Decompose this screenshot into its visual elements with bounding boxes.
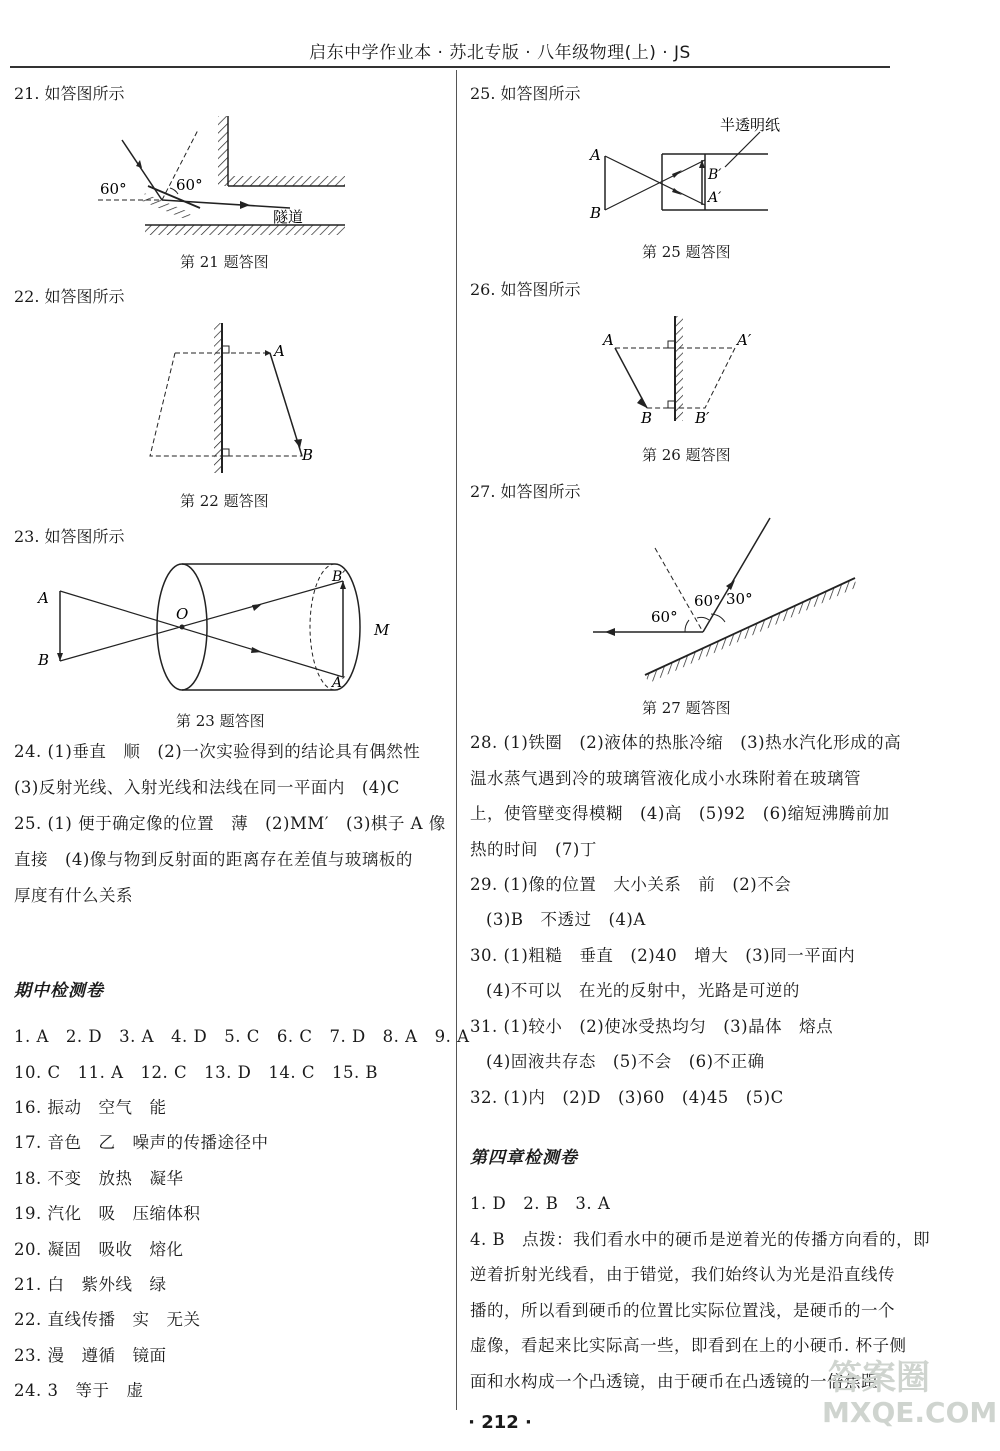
midterm-line: 16. 振动 空气 能 — [14, 1098, 167, 1117]
q23-label-Ap: A′ — [332, 675, 346, 691]
q22-label: 22. 如答图所示 — [14, 287, 125, 306]
q25-paper-label: 半透明纸 — [720, 116, 780, 134]
q22-figure — [140, 318, 330, 478]
q23-label-B: B — [38, 651, 50, 669]
q23-label-O: O — [176, 605, 189, 623]
right-answer-line: 30. (1)粗糙 垂直 (2)40 增大 (3)同一平面内 — [470, 946, 856, 965]
midterm-line: 21. 白 紫外线 绿 — [14, 1275, 167, 1294]
midterm-line: 18. 不变 放热 凝华 — [14, 1169, 184, 1188]
q21-caption: 第 21 题答图 — [180, 253, 269, 271]
page-header: 启东中学作业本 · 苏北专版 · 八年级物理(上) · JS — [309, 43, 691, 63]
q27-angle-30: 30° — [726, 590, 753, 608]
watermark-logo: 答案圈 — [828, 1358, 930, 1398]
midterm-line: 23. 漫 遵循 镜面 — [14, 1346, 167, 1365]
q23-label-M: M — [374, 621, 390, 639]
q27-angle-60a: 60° — [651, 608, 678, 626]
q26-label-Bp: B′ — [695, 409, 710, 427]
q23-label-Bp: B′ — [332, 569, 346, 585]
chapter4-line: 面和水构成一个凸透镜，由于硬币在凸透镜的一倍焦距 — [470, 1372, 878, 1391]
right-answer-line: (4)不可以 在光的反射中，光路是可逆的 — [486, 981, 800, 1000]
right-answer-line: 上，使管壁变得模糊 (4)高 (5)92 (6)缩短沸腾前加 — [470, 804, 890, 823]
midterm-section-title: 期中检测卷 — [14, 981, 104, 1001]
q21-figure — [90, 108, 360, 238]
q21-angle-left: 60° — [100, 180, 127, 198]
q22-caption: 第 22 题答图 — [180, 492, 269, 510]
q22-label-A: A — [274, 342, 285, 360]
midterm-line: 20. 凝固 吸收 熔化 — [14, 1240, 184, 1259]
watermark-url: MXQE.COM — [822, 1396, 998, 1429]
page-number: · 212 · — [468, 1412, 532, 1433]
right-answer-line: 温水蒸气遇到冷的玻璃管液化成小水珠附着在玻璃管 — [470, 769, 861, 788]
q23-caption: 第 23 题答图 — [176, 712, 265, 730]
right-answer-line: 28. (1)铁圈 (2)液体的热胀冷缩 (3)热水汽化形成的高 — [470, 733, 902, 752]
header-rule — [10, 66, 890, 68]
chapter4-line: 4. B 点拨：我们看水中的硬币是逆着光的传播方向看的，即 — [470, 1230, 931, 1249]
left-answer-line: (3)反射光线、入射光线和法线在同一平面内 (4)C — [14, 778, 400, 797]
q26-label: 26. 如答图所示 — [470, 280, 581, 299]
q21-angle-right: 60° — [176, 176, 203, 194]
midterm-line: 22. 直线传播 实 无关 — [14, 1310, 201, 1329]
q26-label-Ap: A′ — [737, 331, 752, 349]
q25-label-A: A — [590, 146, 601, 164]
chapter4-line: 逆着折射光线看，由于错觉，我们始终认为光是沿直线传 — [470, 1265, 895, 1284]
chapter4-line: 虚像，看起来比实际高一些，即看到在上的小硬币. 杯子侧 — [470, 1336, 907, 1355]
left-answer-line: 直接 (4)像与物到反射面的距离存在差值与玻璃板的 — [14, 850, 413, 869]
midterm-line: 24. 3 等于 虚 — [14, 1381, 144, 1400]
q26-label-A: A — [603, 331, 614, 349]
right-answer-line: 29. (1)像的位置 大小关系 前 (2)不会 — [470, 875, 792, 894]
q27-angle-60b: 60° — [694, 592, 721, 610]
q25-label-Bp: B′ — [708, 167, 722, 183]
right-answer-line: (4)固液共存态 (5)不会 (6)不正确 — [486, 1052, 765, 1071]
right-answer-line: 热的时间 (7)丁 — [470, 840, 597, 859]
q26-figure — [595, 313, 775, 428]
q27-caption: 第 27 题答图 — [642, 699, 731, 717]
midterm-line: 10. C 11. A 12. C 13. D 14. C 15. B — [14, 1063, 379, 1082]
column-divider — [456, 70, 457, 1410]
q25-figure — [580, 112, 780, 227]
chapter4-section-title: 第四章检测卷 — [470, 1148, 578, 1168]
q23-label-A: A — [38, 589, 49, 607]
q21-label: 21. 如答图所示 — [14, 84, 125, 103]
q21-tunnel-label: 隧道 — [273, 208, 304, 226]
q25-label-B: B — [590, 204, 602, 222]
right-answer-line: 32. (1)内 (2)D (3)60 (4)45 (5)C — [470, 1088, 784, 1107]
midterm-line: 1. A 2. D 3. A 4. D 5. C 6. C 7. D 8. A 9. A — [14, 1027, 470, 1046]
q23-figure — [30, 555, 400, 705]
q25-label: 25. 如答图所示 — [470, 84, 581, 103]
q27-label: 27. 如答图所示 — [470, 482, 581, 501]
q26-caption: 第 26 题答图 — [642, 446, 731, 464]
right-answer-line: 31. (1)较小 (2)使冰受热均匀 (3)晶体 熔点 — [470, 1017, 834, 1036]
q25-caption: 第 25 题答图 — [642, 243, 731, 261]
left-answer-line: 25. (1) 便于确定像的位置 薄 (2)MM′ (3)棋子 A 像 — [14, 814, 446, 833]
q23-label: 23. 如答图所示 — [14, 527, 125, 546]
chapter4-line: 播的，所以看到硬币的位置比实际位置浅，是硬币的一个 — [470, 1301, 895, 1320]
right-answer-line: (3)B 不透过 (4)A — [486, 910, 646, 929]
q22-label-B: B — [302, 446, 314, 464]
midterm-line: 17. 音色 乙 噪声的传播途径中 — [14, 1133, 269, 1152]
left-answer-line: 24. (1)垂直 顺 (2)一次实验得到的结论具有偶然性 — [14, 742, 421, 761]
q25-label-Ap: A′ — [708, 190, 722, 206]
q26-label-B: B — [641, 409, 653, 427]
q27-figure — [585, 510, 865, 685]
chapter4-line: 1. D 2. B 3. A — [470, 1194, 611, 1213]
midterm-line: 19. 汽化 吸 压缩体积 — [14, 1204, 201, 1223]
left-answer-line: 厚度有什么关系 — [14, 886, 133, 905]
